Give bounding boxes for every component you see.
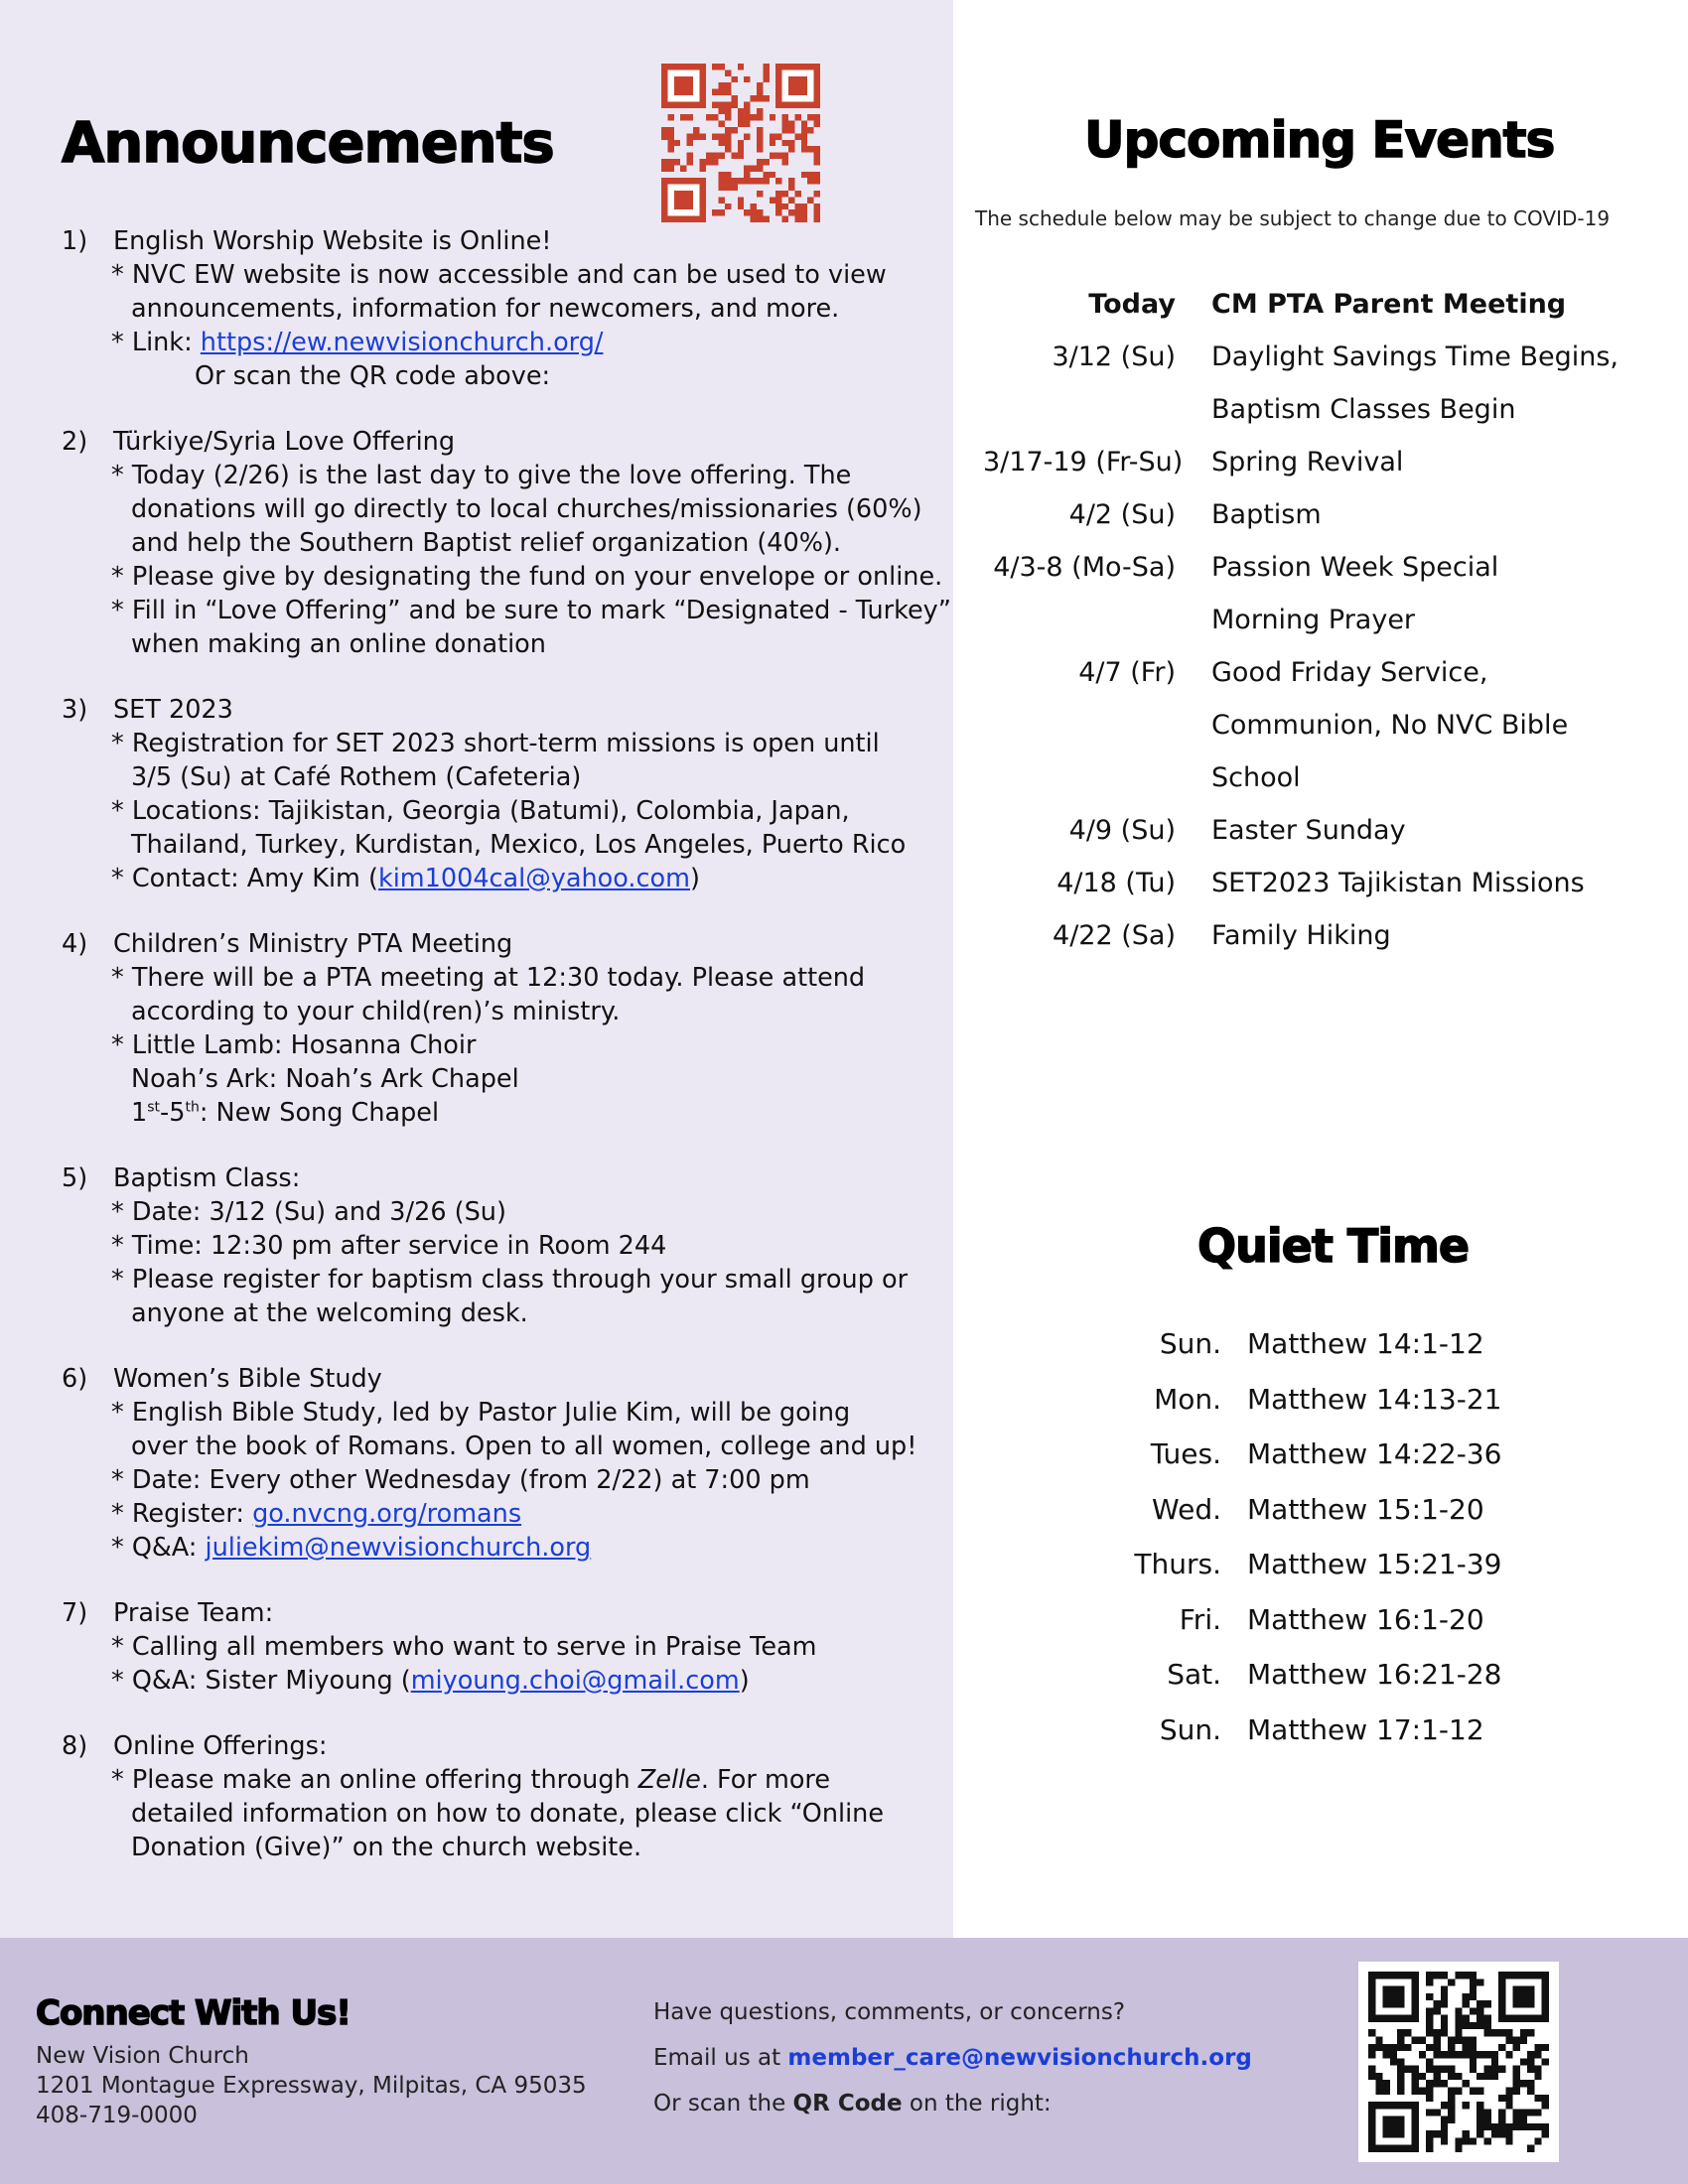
church-phone: 408-719-0000 bbox=[36, 2103, 198, 2128]
quiet-time-day: Wed. bbox=[1152, 1492, 1221, 1526]
event-description: Passion Week Special bbox=[1211, 552, 1499, 583]
event-date bbox=[983, 383, 1211, 436]
announcement-heading bbox=[62, 1161, 945, 1195]
announcement-line bbox=[111, 1497, 945, 1531]
line-text: * Time: 12:30 pm after service in Room 244 bbox=[111, 1231, 667, 1261]
announcement-title: Online Offerings: bbox=[113, 1731, 328, 1761]
line-text: over the book of Romans. Open to all women, college and up! bbox=[131, 1432, 917, 1461]
announcement-line bbox=[111, 492, 945, 526]
event-date: 4/18 (Tu) bbox=[1056, 868, 1176, 898]
announcement-line bbox=[111, 1195, 945, 1229]
events-title: Upcoming Events bbox=[1084, 111, 1555, 169]
event-date: Today bbox=[1088, 289, 1176, 320]
announcement-line bbox=[111, 828, 945, 862]
announcement-title: Praise Team: bbox=[113, 1598, 274, 1628]
announcement-line bbox=[111, 326, 945, 359]
announcement-item bbox=[62, 1362, 945, 1565]
quiet-time-row bbox=[1122, 1427, 1501, 1482]
connect-title: Connect With Us! bbox=[36, 1993, 351, 2033]
announcement-heading bbox=[62, 1596, 945, 1630]
announcement-link[interactable]: miyoung.choi@gmail.com bbox=[410, 1666, 740, 1696]
quiet-time-day: Sat. bbox=[1167, 1658, 1221, 1691]
event-description: Family Hiking bbox=[1211, 920, 1391, 951]
announcement-heading bbox=[62, 693, 945, 727]
announcement-item bbox=[62, 224, 945, 393]
event-description: Good Friday Service, bbox=[1211, 657, 1488, 688]
announcement-line bbox=[111, 1062, 945, 1096]
line-text: announcements, information for newcomers, and more. bbox=[131, 294, 840, 324]
event-row bbox=[983, 751, 1638, 804]
line-text: according to your child(ren)’s ministry. bbox=[131, 997, 621, 1026]
announcement-number: 2) bbox=[62, 427, 88, 457]
line-text: anyone at the welcoming desk. bbox=[131, 1298, 528, 1328]
event-date bbox=[983, 751, 1211, 804]
announcement-body bbox=[62, 459, 951, 661]
line-text: Or scan the QR code above: bbox=[195, 361, 551, 391]
announcement-line bbox=[111, 594, 951, 627]
announcement-heading bbox=[62, 224, 945, 258]
announcement-link[interactable]: go.nvcng.org/romans bbox=[252, 1499, 522, 1529]
announcement-item bbox=[62, 1596, 945, 1698]
line-text: * Contact: Amy Kim ( bbox=[111, 864, 378, 893]
announcement-title: Türkiye/Syria Love Offering bbox=[113, 427, 456, 457]
event-date: 4/3-8 (Mo-Sa) bbox=[993, 552, 1176, 583]
event-row bbox=[983, 383, 1638, 436]
announcement-line bbox=[111, 961, 945, 995]
event-date: 4/7 (Fr) bbox=[1078, 657, 1176, 688]
announcement-item bbox=[62, 1161, 945, 1330]
quiet-time-row bbox=[1122, 1316, 1501, 1372]
event-row bbox=[983, 488, 1638, 541]
quiet-time-verse: Matthew 14:22-36 bbox=[1247, 1437, 1502, 1470]
quiet-time-day: Tues. bbox=[1150, 1437, 1221, 1470]
announcement-line bbox=[111, 1096, 945, 1130]
announcement-title: SET 2023 bbox=[113, 695, 233, 725]
event-description: Easter Sunday bbox=[1211, 815, 1406, 846]
contact-block bbox=[653, 1989, 1252, 2126]
scan-bold: QR Code bbox=[792, 2091, 903, 2116]
quiet-time-verse: Matthew 16:1-20 bbox=[1247, 1602, 1484, 1636]
line-text: * Today (2/26) is the last day to give the love offering. The bbox=[111, 461, 852, 490]
announcement-heading bbox=[62, 927, 945, 961]
event-row bbox=[983, 278, 1638, 331]
announcement-line bbox=[111, 1463, 945, 1497]
announcements-title: Announcements bbox=[62, 111, 554, 176]
event-description: School bbox=[1211, 762, 1301, 793]
announcement-heading bbox=[62, 1362, 945, 1396]
announcement-line bbox=[111, 292, 945, 326]
event-date: 4/2 (Su) bbox=[1068, 499, 1176, 530]
event-date bbox=[983, 699, 1211, 751]
event-row bbox=[983, 909, 1638, 962]
line-text: * Little Lamb: Hosanna Choir bbox=[111, 1030, 477, 1060]
line-text: * Date: 3/12 (Su) and 3/26 (Su) bbox=[111, 1197, 506, 1227]
line-text: * There will be a PTA meeting at 12:30 today. Please attend bbox=[111, 963, 866, 993]
event-row bbox=[983, 541, 1638, 594]
event-row bbox=[983, 804, 1638, 857]
quiet-time-day: Sun. bbox=[1159, 1712, 1221, 1746]
announcement-heading bbox=[62, 1729, 945, 1763]
contact-email-line bbox=[653, 2035, 1252, 2081]
line-text: -5 bbox=[160, 1098, 186, 1128]
announcement-line bbox=[111, 794, 945, 828]
event-description: Spring Revival bbox=[1211, 447, 1404, 478]
line-text: * Q&A: bbox=[111, 1533, 206, 1563]
event-date bbox=[983, 594, 1211, 646]
line-text: Donation (Give)” on the church website. bbox=[131, 1833, 642, 1862]
line-text: detailed information on how to donate, please click “Online bbox=[131, 1799, 885, 1829]
quiet-time-day: Thurs. bbox=[1134, 1548, 1221, 1580]
line-text: * Calling all members who want to serve in Praise Team bbox=[111, 1632, 817, 1662]
quiet-time-day: Fri. bbox=[1179, 1602, 1221, 1636]
announcement-link[interactable]: kim1004cal@yahoo.com bbox=[377, 864, 690, 893]
announcement-number: 6) bbox=[62, 1364, 88, 1394]
church-address: 1201 Montague Expressway, Milpitas, CA 95035 bbox=[36, 2073, 587, 2099]
line-text: Thailand, Turkey, Kurdistan, Mexico, Los Angeles, Puerto Rico bbox=[131, 830, 907, 860]
event-description: CM PTA Parent Meeting bbox=[1211, 289, 1567, 320]
announcement-line bbox=[111, 258, 945, 292]
contact-question: Have questions, comments, or concerns? bbox=[653, 1999, 1126, 2025]
line-text: 1 bbox=[131, 1098, 148, 1128]
line-text: * English Bible Study, led by Pastor Julie Kim, will be going bbox=[111, 1398, 851, 1428]
announcement-body bbox=[62, 1195, 945, 1330]
announcement-number: 5) bbox=[62, 1163, 88, 1193]
quiet-time-verse: Matthew 15:21-39 bbox=[1247, 1548, 1502, 1580]
line-text: * Fill in “Love Offering” and be sure to mark “Designated - Turkey” bbox=[111, 596, 951, 625]
announcement-body bbox=[62, 727, 945, 895]
announcement-line bbox=[111, 1664, 945, 1698]
announcement-line bbox=[111, 627, 945, 661]
quiet-time-row bbox=[1122, 1592, 1501, 1648]
event-date: 4/22 (Sa) bbox=[1053, 920, 1176, 951]
line-text: * NVC EW website is now accessible and can be used to view bbox=[111, 260, 887, 290]
announcement-line bbox=[111, 1297, 945, 1330]
quiet-time-table bbox=[1122, 1316, 1501, 1757]
announcement-link[interactable]: juliekim@newvisionchurch.org bbox=[205, 1533, 592, 1563]
quiet-time-verse: Matthew 14:13-21 bbox=[1247, 1382, 1502, 1416]
quiet-time-verse: Matthew 17:1-12 bbox=[1247, 1712, 1484, 1746]
announcement-link[interactable]: https://ew.newvisionchurch.org/ bbox=[200, 328, 604, 357]
announcement-line bbox=[111, 359, 945, 393]
announcement-line bbox=[111, 1763, 945, 1797]
line-text: * Please register for baptism class through your small group or bbox=[111, 1265, 909, 1295]
announcement-line bbox=[111, 526, 945, 560]
events-note: The schedule below may be subject to change due to COVID-19 bbox=[975, 206, 1611, 230]
line-text: and help the Southern Baptist relief organization (40%). bbox=[131, 528, 842, 558]
event-description: Baptism bbox=[1211, 499, 1322, 530]
line-text: * Date: Every other Wednesday (from 2/22) at 7:00 pm bbox=[111, 1465, 810, 1495]
superscript: st bbox=[147, 1099, 161, 1116]
announcement-line bbox=[111, 760, 945, 794]
qr-code-icon[interactable] bbox=[661, 64, 820, 222]
announcement-item bbox=[62, 1729, 945, 1864]
event-description: Morning Prayer bbox=[1211, 605, 1416, 635]
contact-email-link[interactable]: member_care@newvisionchurch.org bbox=[787, 2045, 1252, 2071]
announcement-item bbox=[62, 927, 945, 1130]
announcement-line bbox=[111, 1396, 945, 1430]
announcement-line bbox=[111, 1531, 945, 1565]
announcement-line bbox=[111, 727, 945, 760]
event-date: 4/9 (Su) bbox=[1068, 815, 1176, 846]
event-row bbox=[983, 436, 1638, 488]
scan-prefix: Or scan the bbox=[653, 2091, 793, 2116]
line-text: . For more bbox=[700, 1765, 831, 1795]
quiet-time-row bbox=[1122, 1372, 1501, 1428]
announcement-line bbox=[111, 1430, 945, 1463]
line-text: * Please give by designating the fund on your envelope or online. bbox=[111, 562, 943, 592]
quiet-time-row bbox=[1122, 1537, 1501, 1592]
quiet-time-title: Quiet Time bbox=[1197, 1219, 1470, 1273]
quiet-time-verse: Matthew 16:21-28 bbox=[1247, 1658, 1502, 1691]
announcement-title: Children’s Ministry PTA Meeting bbox=[113, 929, 513, 959]
announcement-line bbox=[111, 1229, 945, 1263]
announcement-title: English Worship Website is Online! bbox=[113, 226, 552, 256]
announcement-number: 4) bbox=[62, 929, 88, 959]
announcement-number: 1) bbox=[62, 226, 88, 256]
quiet-time-row bbox=[1122, 1647, 1501, 1703]
events-table bbox=[983, 278, 1638, 962]
line-text: * Q&A: Sister Miyoung ( bbox=[111, 1666, 411, 1696]
event-description: Baptism Classes Begin bbox=[1211, 394, 1516, 425]
contact-scan-line bbox=[653, 2081, 1252, 2126]
event-date: 3/17-19 (Fr-Su) bbox=[983, 447, 1184, 478]
line-text: donations will go directly to local churches/missionaries (60%) bbox=[131, 494, 922, 524]
event-description: SET2023 Tajikistan Missions bbox=[1211, 868, 1585, 898]
line-text: * Registration for SET 2023 short-term missions is open until bbox=[111, 729, 880, 758]
line-text: Noah’s Ark: Noah’s Ark Chapel bbox=[131, 1064, 519, 1094]
line-text: ) bbox=[739, 1666, 750, 1696]
event-row bbox=[983, 646, 1638, 699]
event-description: Communion, No NVC Bible bbox=[1211, 710, 1569, 741]
announcement-line bbox=[111, 1831, 945, 1864]
quiet-time-row bbox=[1122, 1482, 1501, 1538]
announcement-body bbox=[62, 1763, 945, 1864]
announcement-heading bbox=[62, 425, 945, 459]
announcement-line bbox=[111, 1028, 945, 1062]
line-text: 3/5 (Su) at Café Rothem (Cafeteria) bbox=[131, 762, 582, 792]
announcement-body bbox=[62, 1396, 945, 1565]
line-text: * Register: bbox=[111, 1499, 253, 1529]
line-text: when making an online donation bbox=[131, 629, 546, 659]
announcement-line bbox=[111, 1630, 945, 1664]
announcement-item bbox=[62, 425, 951, 661]
line-text: ) bbox=[689, 864, 700, 893]
email-prefix: Email us at bbox=[653, 2045, 788, 2071]
announcement-body bbox=[62, 258, 945, 393]
announcement-item bbox=[62, 693, 945, 895]
announcement-body bbox=[62, 1630, 945, 1698]
line-text: : New Song Chapel bbox=[199, 1098, 440, 1128]
announcement-line bbox=[111, 459, 945, 492]
announcement-list bbox=[62, 224, 951, 1896]
event-date: 3/12 (Su) bbox=[1052, 341, 1176, 372]
event-row bbox=[983, 331, 1638, 383]
quiet-time-verse: Matthew 14:1-12 bbox=[1247, 1327, 1484, 1360]
announcement-number: 8) bbox=[62, 1731, 88, 1761]
announcement-body bbox=[62, 961, 945, 1130]
announcement-number: 7) bbox=[62, 1598, 88, 1628]
quiet-time-verse: Matthew 15:1-20 bbox=[1247, 1492, 1484, 1526]
announcement-title: Women’s Bible Study bbox=[113, 1364, 382, 1394]
quiet-time-day: Sun. bbox=[1159, 1327, 1221, 1360]
announcement-line bbox=[111, 995, 945, 1028]
line-text: * Link: bbox=[111, 328, 201, 357]
announcement-line bbox=[111, 1263, 945, 1297]
quiet-time-day: Mon. bbox=[1154, 1382, 1221, 1416]
announcement-number: 3) bbox=[62, 695, 88, 725]
church-name: New Vision Church bbox=[36, 2043, 249, 2069]
announcement-title: Baptism Class: bbox=[113, 1163, 301, 1193]
scan-suffix: on the right: bbox=[902, 2091, 1052, 2116]
church-address-block bbox=[36, 2041, 587, 2130]
superscript: th bbox=[185, 1099, 200, 1116]
announcement-line bbox=[111, 1797, 945, 1831]
qr-code-icon[interactable] bbox=[1358, 1962, 1559, 2162]
quiet-time-row bbox=[1122, 1703, 1501, 1758]
italic-text: Zelle bbox=[637, 1765, 701, 1795]
event-row bbox=[983, 594, 1638, 646]
announcement-line bbox=[111, 560, 945, 594]
event-description: Daylight Savings Time Begins, bbox=[1211, 341, 1618, 372]
line-text: * Please make an online offering through bbox=[111, 1765, 638, 1795]
event-row bbox=[983, 699, 1638, 751]
announcement-line bbox=[111, 862, 945, 895]
event-row bbox=[983, 857, 1638, 909]
line-text: * Locations: Tajikistan, Georgia (Batumi), Colombia, Japan, bbox=[111, 796, 850, 826]
